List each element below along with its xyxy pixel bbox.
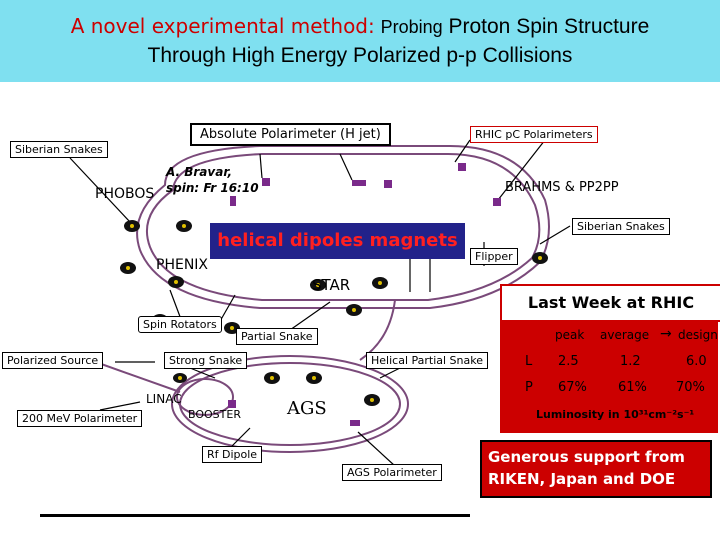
ags-polarimeter-label: AGS Polarimeter bbox=[342, 464, 442, 481]
header-peak: peak bbox=[555, 328, 585, 342]
luminosity-note: Luminosity in 10³¹cm⁻²s⁻¹ bbox=[536, 408, 695, 421]
header-average: average bbox=[600, 328, 650, 342]
support-line-2: RIKEN, Japan and DOE bbox=[488, 470, 676, 488]
helical-dipoles-box: helical dipoles magnets bbox=[210, 223, 465, 259]
title-line-2: Through High Energy Polarized p-p Collisions bbox=[147, 44, 573, 67]
phenix-label: PHENIX bbox=[156, 257, 209, 273]
title-line1-rest: Proton Spin Structure bbox=[448, 15, 650, 38]
helical-partial-snake-label: Helical Partial Snake bbox=[366, 352, 488, 369]
partial-snake-label: Partial Snake bbox=[236, 328, 318, 345]
polarized-source-label: Polarized Source bbox=[2, 352, 103, 369]
row-l-label: L bbox=[525, 354, 533, 369]
brahms-label: BRAHMS & PP2PP bbox=[505, 180, 619, 195]
rhic-pc-polarimeters-label: RHIC pC Polarimeters bbox=[470, 126, 598, 143]
siberian-snakes-left-label: Siberian Snakes bbox=[10, 141, 108, 158]
strong-snake-label: Strong Snake bbox=[164, 352, 247, 369]
mev-polarimeter-label: 200 MeV Polarimeter bbox=[17, 410, 142, 427]
title-red-part: A novel experimental method: bbox=[70, 14, 375, 38]
last-week-title: Last Week at RHIC bbox=[500, 284, 720, 322]
row-p-average: 61% bbox=[618, 380, 647, 395]
absolute-polarimeter-label: Absolute Polarimeter (H jet) bbox=[190, 123, 391, 146]
row-p-peak: 67% bbox=[558, 380, 587, 395]
rf-dipole-label: Rf Dipole bbox=[202, 446, 262, 463]
footer-line bbox=[40, 514, 470, 517]
booster-label: BOOSTER bbox=[188, 408, 241, 421]
row-p-design: 70% bbox=[676, 380, 705, 395]
row-p-label: P bbox=[525, 380, 533, 395]
ags-label: AGS bbox=[287, 398, 327, 419]
support-line-1: Generous support from bbox=[488, 448, 685, 466]
star-label: STAR bbox=[312, 276, 351, 294]
linac-label: LINAC bbox=[146, 392, 182, 406]
bravar-label-line2: spin: Fr 16:10 bbox=[166, 181, 259, 195]
last-week-table bbox=[500, 320, 718, 433]
bravar-label-line1: A. Bravar, bbox=[166, 165, 233, 179]
spin-flipper-label: Flipper bbox=[470, 248, 518, 265]
row-l-average: 1.2 bbox=[620, 354, 641, 369]
support-box bbox=[480, 440, 712, 498]
row-l-design: 6.0 bbox=[686, 354, 707, 369]
title-probing: Probing bbox=[380, 17, 443, 37]
phobos-label: PHOBOS bbox=[95, 186, 155, 202]
header-design: design bbox=[678, 328, 718, 342]
arrow-icon: → bbox=[660, 326, 672, 342]
siberian-snakes-right-label: Siberian Snakes bbox=[572, 218, 670, 235]
row-l-peak: 2.5 bbox=[558, 354, 579, 369]
spin-rotators-label: Spin Rotators bbox=[138, 316, 222, 333]
